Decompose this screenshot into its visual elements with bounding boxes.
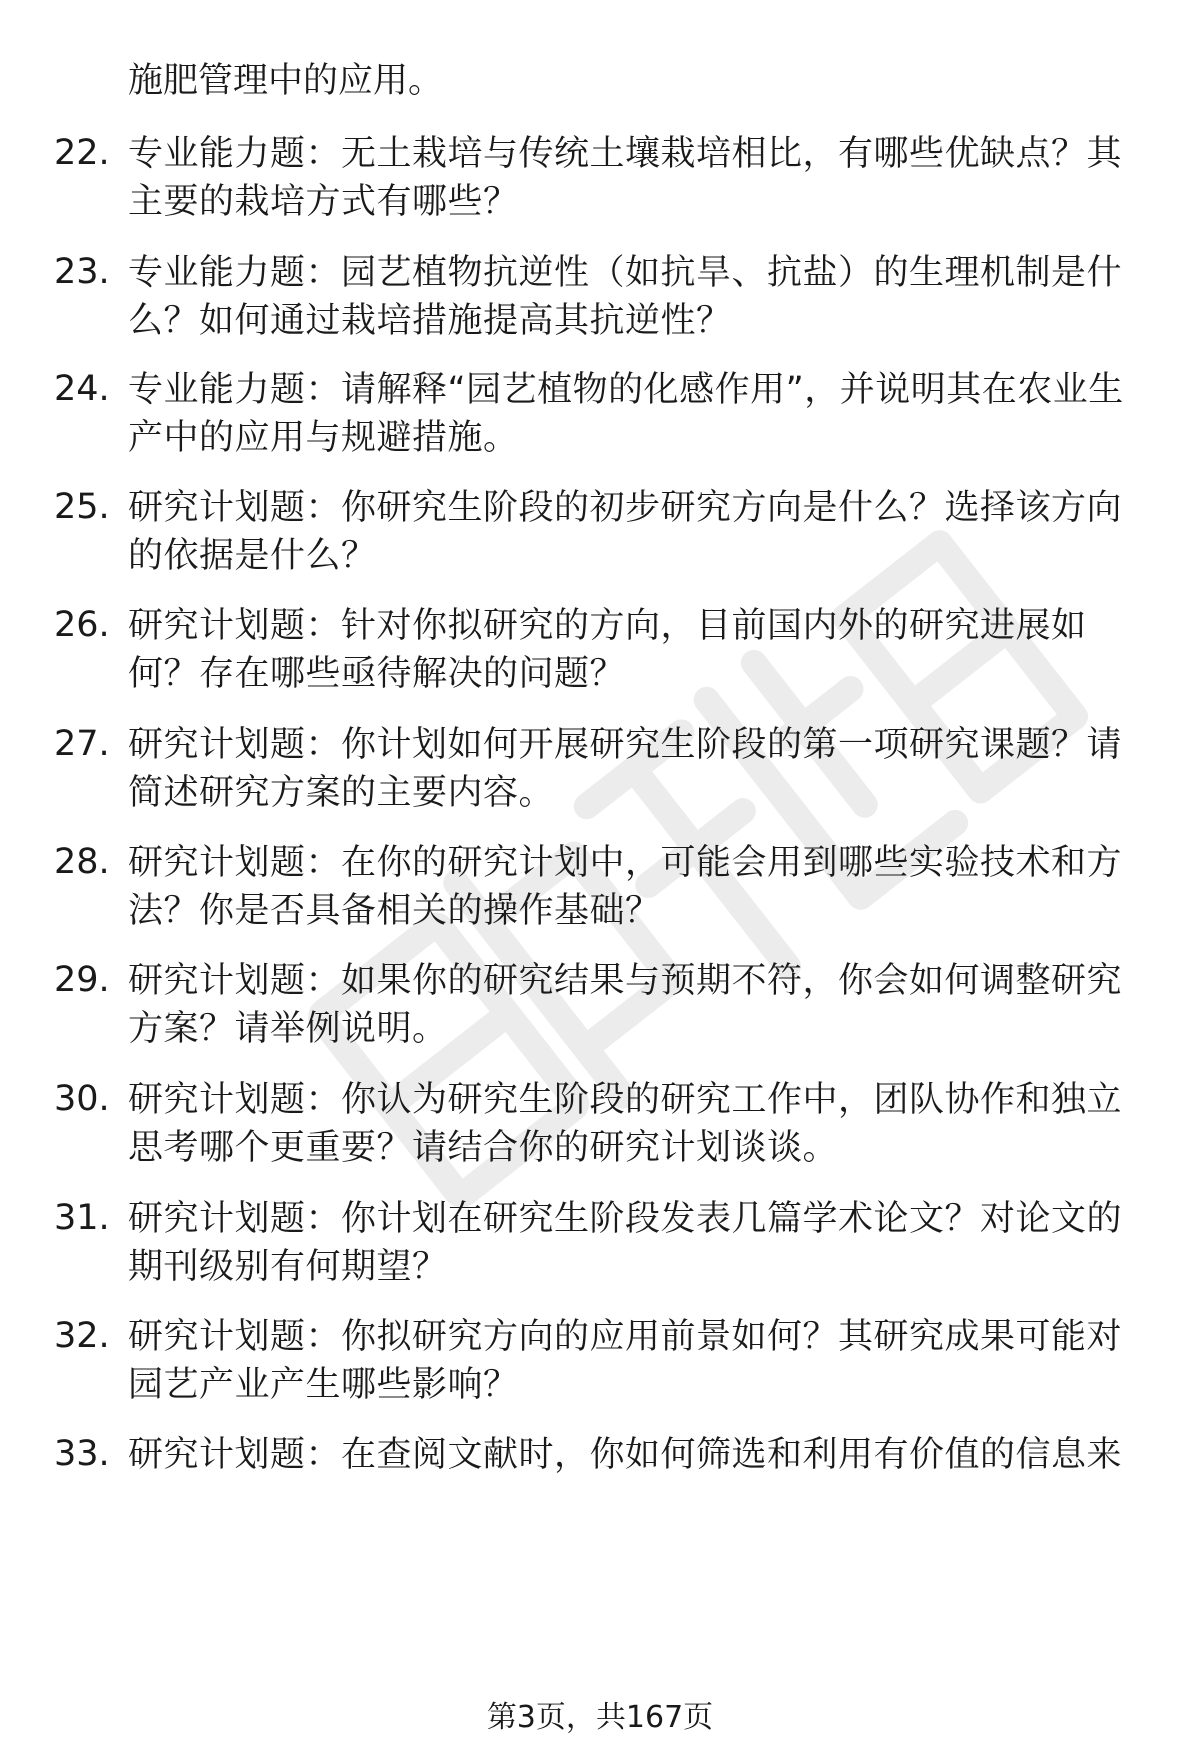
item-text: 研究计划题：如果你的研究结果与预期不符，你会如何调整研究方案？请举例说明。 bbox=[128, 961, 1123, 1049]
item-number: 32. bbox=[54, 1316, 110, 1356]
item-text: 研究计划题：你认为研究生阶段的研究工作中，团队协作和独立思考哪个更重要？请结合你的研究计划谈谈。 bbox=[128, 1080, 1123, 1168]
item-number: 24. bbox=[54, 369, 110, 409]
item-text: 研究计划题：你计划在研究生阶段发表几篇学术论文？对论文的期刊级别有何期望？ bbox=[128, 1199, 1123, 1287]
item-text: 研究计划题：在查阅文献时，你如何筛选和利用有价值的信息来 bbox=[128, 1435, 1123, 1475]
item-number: 22. bbox=[54, 133, 110, 173]
item-number: 26. bbox=[54, 605, 110, 645]
item-number: 25. bbox=[54, 487, 110, 527]
item-text: 专业能力题：请解释“园艺植物的化感作用”，并说明其在农业生产中的应用与规避措施。 bbox=[128, 370, 1124, 458]
item-text: 专业能力题：无土栽培与传统土壤栽培相比，有哪些优缺点？其主要的栽培方式有哪些？ bbox=[128, 134, 1123, 222]
page-footer: 第3页，共167页 bbox=[486, 1700, 714, 1735]
item-number: 29. bbox=[54, 960, 110, 1000]
item-number: 30. bbox=[54, 1079, 110, 1119]
item-text: 研究计划题：你研究生阶段的初步研究方向是什么？选择该方向的依据是什么？ bbox=[128, 488, 1123, 576]
item-number: 33. bbox=[54, 1434, 110, 1474]
item-number: 23. bbox=[54, 252, 110, 292]
item-text: 专业能力题：园艺植物抗逆性（如抗旱、抗盐）的生理机制是什么？如何通过栽培措施提高其抗逆性？ bbox=[128, 253, 1123, 341]
item-number: 28. bbox=[54, 842, 110, 882]
continuation-text: 施肥管理中的应用。 bbox=[128, 61, 444, 101]
item-number: 27. bbox=[54, 724, 110, 764]
item-text: 研究计划题：你拟研究方向的应用前景如何？其研究成果可能对园艺产业产生哪些影响？ bbox=[128, 1317, 1123, 1405]
item-text: 研究计划题：针对你拟研究的方向，目前国内外的研究进展如何？存在哪些亟待解决的问题？ bbox=[128, 606, 1087, 694]
item-number: 31. bbox=[54, 1198, 110, 1238]
item-text: 研究计划题：你计划如何开展研究生阶段的第一项研究课题？请简述研究方案的主要内容。 bbox=[128, 725, 1123, 813]
item-text: 研究计划题：在你的研究计划中，可能会用到哪些实验技术和方法？你是否具备相关的操作基础？ bbox=[128, 843, 1123, 931]
